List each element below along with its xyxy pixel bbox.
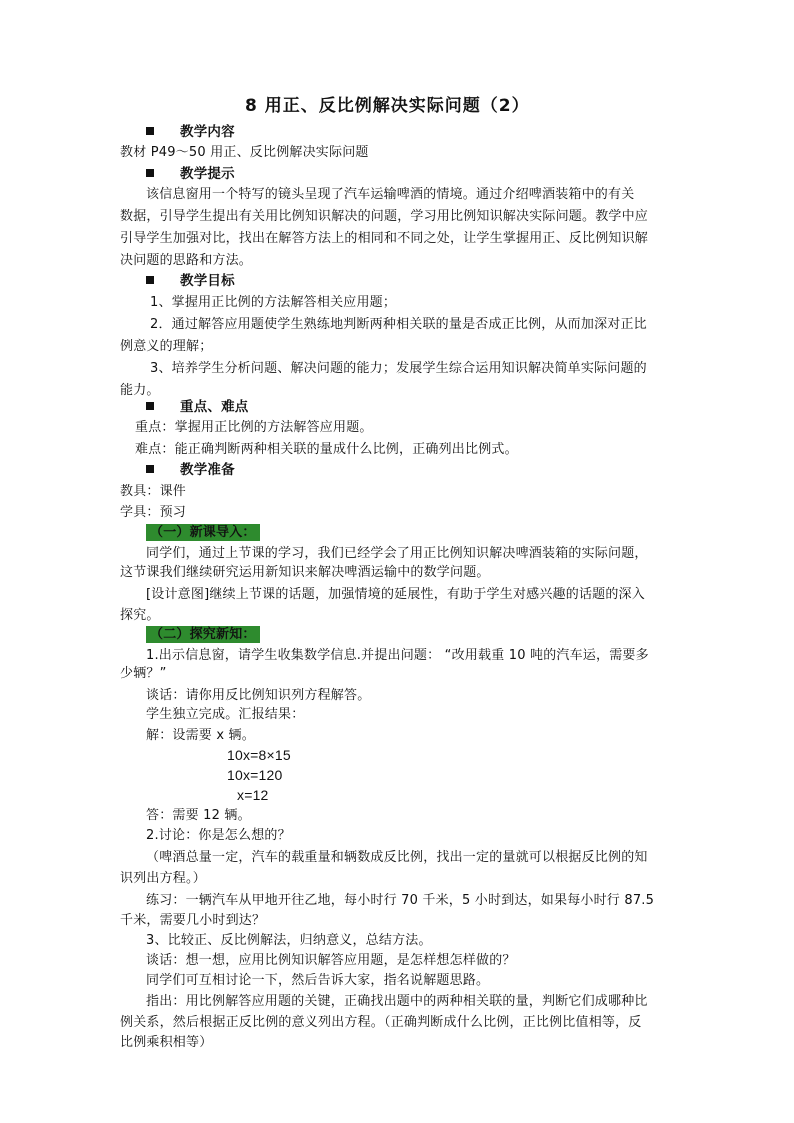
bullet-square-icon xyxy=(146,402,154,410)
content-heading: 教学内容 xyxy=(146,124,235,140)
equation-line: x=12 xyxy=(237,787,269,803)
bullet-square-icon xyxy=(146,276,154,284)
part2-line: 2.讨论：你是怎么想的？ xyxy=(146,828,291,843)
part1-line: [设计意图]继续上节课的话题，加强情境的延展性，有助于学生对感兴趣的话题的深入 xyxy=(146,587,645,602)
goal-heading: 教学目标 xyxy=(146,273,235,289)
prep-heading: 教学准备 xyxy=(146,462,235,478)
part2-line: 识列出方程。） xyxy=(120,871,206,886)
part1-label: （一）新课导入： xyxy=(146,525,260,541)
goal-line: 能力。 xyxy=(120,383,160,398)
goal-line: 3、培养学生分析问题、解决问题的能力；发展学生综合运用知识解决简单实际问题的 xyxy=(150,361,647,376)
bullet-square-icon xyxy=(146,465,154,473)
prep-line: 学具：预习 xyxy=(120,505,187,520)
hint-heading: 教学提示 xyxy=(146,166,235,182)
part2-line: 解：设需要 x 辆。 xyxy=(146,728,255,743)
bullet-square-icon xyxy=(146,127,154,135)
part2-line: 比例乘积相等） xyxy=(120,1035,213,1050)
content-text: 教材 P49～50 用正、反比例解决实际问题 xyxy=(120,145,369,160)
part2-line: 3、比较正、反比例解法，归纳意义，总结方法。 xyxy=(146,933,432,948)
bullet-square-icon xyxy=(146,169,154,177)
hint-line: 引导学生加强对比，找出在解答方法上的相同和不同之处，让学生掌握用正、反比例知识解 xyxy=(120,231,649,246)
part2-line: 少辆？” xyxy=(120,666,167,681)
equation-line: 10x=120 xyxy=(227,767,283,783)
part2-line: （啤酒总量一定，汽车的载重量和辆数成反比例，找出一定的量就可以根据反比例的知 xyxy=(146,850,648,865)
key-line: 难点：能正确判断两种相关联的量成什么比例，正确列出比例式。 xyxy=(135,442,518,457)
equation-line: 10x=8×15 xyxy=(227,747,291,763)
part2-line: 谈话：想一想，应用比例知识解答应用题，是怎样想怎样做的？ xyxy=(146,953,516,968)
part1-line: 同学们，通过上节课的学习，我们已经学会了用正比例知识解决啤酒装箱的实际问题， xyxy=(146,546,648,561)
hint-line: 该信息窗用一个特写的镜头呈现了汽车运输啤酒的情境。通过介绍啤酒装箱中的有关 xyxy=(146,187,635,202)
part2-line: 同学们可互相讨论一下，然后告诉大家，指名说解题思路。 xyxy=(146,973,490,988)
part2-line: 例关系，然后根据正反比例的意义列出方程。（正确判断成什么比例，正比例比值相等，反 xyxy=(120,1015,642,1030)
part2-line: 谈话：请你用反比例知识列方程解答。 xyxy=(146,688,371,703)
part1-line: 这节课我们继续研究运用新知识来解决啤酒运输中的数学问题。 xyxy=(120,565,490,580)
part2-line: 答：需要 12 辆。 xyxy=(146,808,251,823)
part2-line: 指出：用比例解答应用题的关键，正确找出题中的两种相关联的量，判断它们成哪种比 xyxy=(146,994,648,1009)
goal-line: 1、掌握用正比例的方法解答相关应用题； xyxy=(150,295,397,310)
goal-line: 例意义的理解； xyxy=(120,339,213,354)
part1-line: 探究。 xyxy=(120,608,160,623)
part2-label: （二）探究新知： xyxy=(146,627,260,643)
lesson-title: 8 用正、反比例解决实际问题（2） xyxy=(245,96,530,116)
hint-line: 数据，引导学生提出有关用比例知识解决的问题，学习用比例知识解决实际问题。教学中应 xyxy=(120,209,649,224)
part2-line: 千米，需要几小时到达？ xyxy=(120,913,266,928)
goal-line: 2．通过解答应用题使学生熟练地判断两种相关联的量是否成正比例，从而加深对正比 xyxy=(150,317,647,332)
part2-line: 练习：一辆汽车从甲地开往乙地，每小时行 70 千米，5 小时到达，如果每小时行 87.5 xyxy=(146,893,655,908)
key-line: 重点：掌握用正比例的方法解答应用题。 xyxy=(135,420,373,435)
hint-line: 决问题的思路和方法。 xyxy=(120,253,253,268)
key-heading: 重点、难点 xyxy=(146,399,249,415)
part2-line: 1.出示信息窗，请学生收集数学信息.并提出问题： “改用载重 10 吨的汽车运，需要多 xyxy=(146,648,649,663)
prep-line: 教具：课件 xyxy=(120,484,187,499)
part2-line: 学生独立完成。汇报结果： xyxy=(146,707,305,722)
